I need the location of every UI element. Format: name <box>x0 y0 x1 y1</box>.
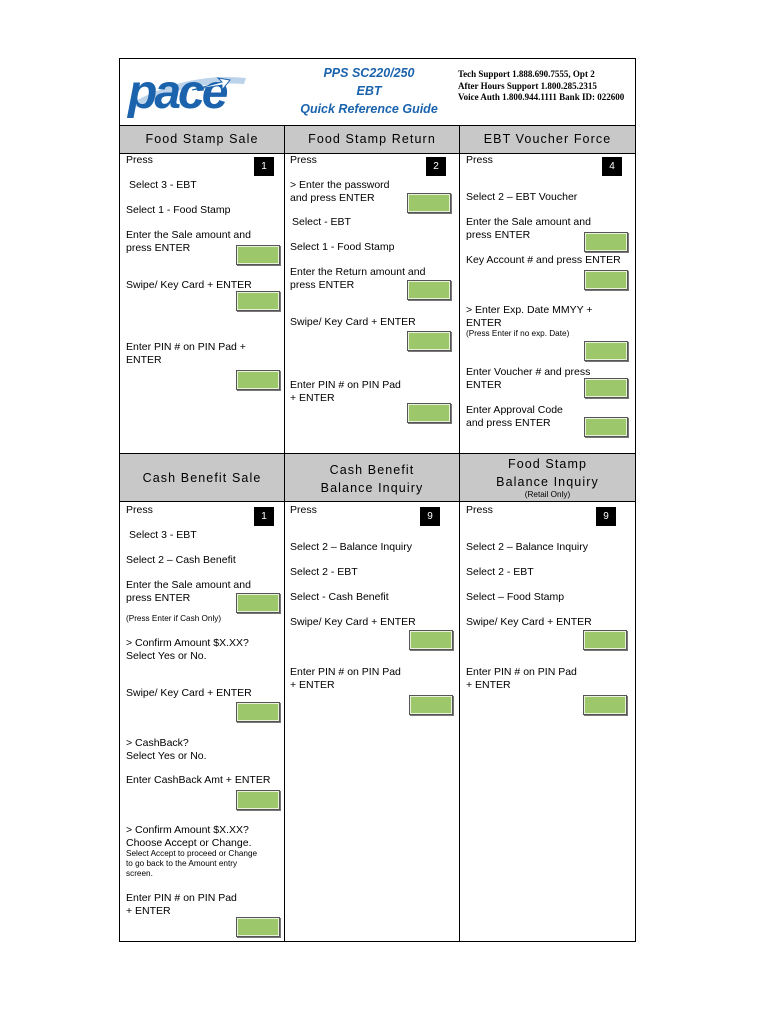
step-text: Enter CashBack Amt + ENTER <box>126 774 271 786</box>
step-text: Select - Cash Benefit <box>290 591 389 603</box>
step-text: Select 3 - EBT <box>129 529 197 541</box>
step-text: Select 1 - Food Stamp <box>290 241 395 253</box>
cash-benefit-sale-title: Cash Benefit Sale <box>142 471 262 485</box>
divider <box>459 125 460 941</box>
enter-button[interactable] <box>409 630 453 650</box>
enter-button[interactable] <box>584 270 628 290</box>
step-text: Enter the Sale amount and press ENTER <box>466 216 591 241</box>
enter-button[interactable] <box>583 695 627 715</box>
step-text: Enter the Sale amount and press ENTER <box>126 579 251 604</box>
food-stamp-sale-title: Food Stamp Sale <box>145 132 259 146</box>
enter-button[interactable] <box>407 193 451 213</box>
step-text: Swipe/ Key Card + ENTER <box>126 279 252 291</box>
press-label: Press <box>290 504 317 516</box>
enter-button[interactable] <box>236 291 280 311</box>
step-text: Swipe/ Key Card + ENTER <box>290 616 416 628</box>
enter-button[interactable] <box>407 403 451 423</box>
enter-button[interactable] <box>583 630 627 650</box>
enter-button[interactable] <box>584 232 628 252</box>
step-text: Select 3 - EBT <box>129 179 197 191</box>
step-text: Enter PIN # on PIN Pad + ENTER <box>126 892 237 917</box>
key-9: 9 <box>596 507 616 526</box>
food-stamp-return-title: Food Stamp Return <box>308 132 436 146</box>
step-text: Swipe/ Key Card + ENTER <box>126 687 252 699</box>
step-text: Enter the Return amount and press ENTER <box>290 266 426 291</box>
step-text: Enter PIN # on PIN Pad + ENTER <box>126 341 246 366</box>
press-label: Press <box>290 154 317 166</box>
enter-button[interactable] <box>584 417 628 437</box>
enter-button[interactable] <box>407 280 451 300</box>
step-text: Select – Food Stamp <box>466 591 565 603</box>
divider <box>284 125 285 941</box>
step-text: Select - EBT <box>292 216 351 228</box>
step-text: Enter Voucher # and press ENTER <box>466 366 591 391</box>
pace-logo <box>126 64 276 120</box>
step-text: Swipe/ Key Card + ENTER <box>466 616 592 628</box>
enter-button[interactable] <box>236 917 280 937</box>
press-label: Press <box>126 154 153 166</box>
step-text: Enter the Sale amount and press ENTER <box>126 229 251 254</box>
key-4: 4 <box>602 157 622 176</box>
step-text: Select 2 – Cash Benefit <box>126 554 236 566</box>
enter-button[interactable] <box>236 245 280 265</box>
step-text: > Confirm Amount $X.XX? Choose Accept or Change. <box>126 824 252 849</box>
support-phone-numbers: Tech Support 1.888.690.7555, Opt 2 After Hours Support 1.800.285.2315 Voice Auth 1.800.944.1111 Bank ID: 022600 <box>458 69 625 102</box>
enter-button[interactable] <box>407 331 451 351</box>
step-note: Select Accept to proceed or Change to go back to the Amount entry screen. <box>126 849 258 878</box>
enter-button[interactable] <box>584 378 628 398</box>
press-label: Press <box>466 504 493 516</box>
divider <box>120 153 635 154</box>
key-1: 1 <box>254 157 274 176</box>
step-text: Select 2 – Balance Inquiry <box>466 541 588 553</box>
divider <box>120 453 635 454</box>
step-note: (Press Enter if no exp. Date) <box>466 329 570 338</box>
retail-only-note: (Retail Only) <box>524 490 571 499</box>
step-note: (Press Enter if Cash Only) <box>126 614 222 623</box>
enter-button[interactable] <box>584 341 628 361</box>
enter-button[interactable] <box>236 370 280 390</box>
step-text: Select 1 - Food Stamp <box>126 204 231 216</box>
divider <box>120 125 635 126</box>
header-title-guide: Quick Reference Guide <box>300 102 438 116</box>
header-title-ebt: EBT <box>356 84 382 98</box>
cash-benefit-balance-title: Cash Benefit Balance Inquiry <box>320 463 424 495</box>
step-text: Select 2 - EBT <box>466 566 534 578</box>
enter-button[interactable] <box>236 593 280 613</box>
step-text: Enter PIN # on PIN Pad + ENTER <box>466 666 577 691</box>
step-text: > Enter the password and press ENTER <box>290 179 390 204</box>
ebt-voucher-force-title: EBT Voucher Force <box>483 132 612 146</box>
press-label: Press <box>466 154 493 166</box>
key-2: 2 <box>426 157 446 176</box>
enter-button[interactable] <box>236 790 280 810</box>
step-text: > Enter Exp. Date MMYY + ENTER <box>466 304 593 329</box>
step-text: Swipe/ Key Card + ENTER <box>290 316 416 328</box>
step-text: > Confirm Amount $X.XX? Select Yes or No. <box>126 637 249 662</box>
step-text: Select 2 – Balance Inquiry <box>290 541 412 553</box>
step-text: Enter Approval Code and press ENTER <box>466 404 563 429</box>
step-text: Select 2 - EBT <box>290 566 358 578</box>
step-text: Enter PIN # on PIN Pad + ENTER <box>290 666 401 691</box>
enter-button[interactable] <box>409 695 453 715</box>
step-text: Select 2 – EBT Voucher <box>466 191 578 203</box>
step-text: Enter PIN # on PIN Pad + ENTER <box>290 379 401 404</box>
enter-button[interactable] <box>236 702 280 722</box>
food-stamp-balance-title: Food Stamp Balance Inquiry <box>496 457 599 489</box>
divider <box>120 501 635 502</box>
step-text: Key Account # and press ENTER <box>466 254 621 266</box>
key-1: 1 <box>254 507 274 526</box>
key-9: 9 <box>420 507 440 526</box>
header-title-model: PPS SC220/250 <box>323 66 415 80</box>
svg-text:pace: pace <box>128 66 226 119</box>
press-label: Press <box>126 504 153 516</box>
step-text: > CashBack? Select Yes or No. <box>126 737 207 762</box>
